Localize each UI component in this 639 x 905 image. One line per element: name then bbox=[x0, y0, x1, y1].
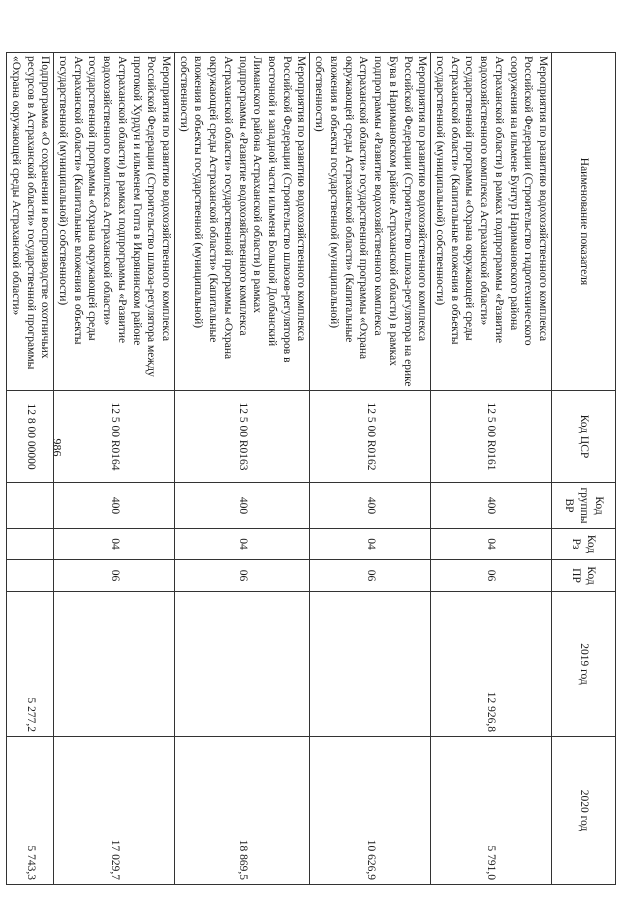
row-2020: 10 626,9 bbox=[310, 737, 431, 885]
row-vr bbox=[7, 483, 54, 529]
row-2020: 5 743,3 bbox=[7, 737, 54, 885]
header-csr: Код ЦСР bbox=[552, 391, 616, 483]
table-row bbox=[7, 53, 54, 885]
row-vr: 400 bbox=[175, 483, 310, 529]
row-pr: 06 bbox=[310, 560, 431, 592]
row-rz: 04 bbox=[175, 529, 310, 560]
header-2020: 2020 год bbox=[552, 737, 616, 885]
row-2020: 17 029,7 bbox=[54, 737, 175, 885]
row-pr bbox=[7, 560, 54, 592]
row-name: Мероприятия по развитию водохозяйственного комплекса Российской Федерации (Строительство шлюза-регулятора на ерике Бува в Наримановском районе Астраханской области) в рамках подпрограммы «Развитие водохозяйственного комплекса Астраханской области» государственной программы «Охрана окружающей среды Астраханской области» (Капитальные вложения в объекты государственной (муниципальной) собственности) bbox=[310, 53, 431, 391]
header-row bbox=[552, 53, 616, 885]
row-name: Мероприятия по развитию водохозяйственного комплекса Российской Федерации (Строительство шлюза-регулятора между протокой Хурдун и ильменем Гопта в Икрянинском районе Астраханской области) в рамках подпрограммы «Развитие водохозяйственного комплекса Астраханской области» государственной программы «Охрана окружающей среды Астраханской области» (Капитальные вложения в объекты государственной (муниципальной) собственности) bbox=[54, 53, 175, 391]
row-csr: 12 5 00 R0164 bbox=[54, 391, 175, 483]
row-name: Мероприятия по развитию водохозяйственного комплекса Российской Федерации (Строительство гидротехнического сооружения на ильмене Бунтур Наримановского района Астраханской области) в рамках подпрограммы «Развитие водохозяйственного комплекса Астраханской области» государственной программы «Охрана окружающей среды Астраханской области» (Капитальные вложения в объекты государственной (муниципальной) собственности) bbox=[431, 53, 552, 391]
row-pr: 06 bbox=[54, 560, 175, 592]
row-2020: 5 791,0 bbox=[431, 737, 552, 885]
row-vr: 400 bbox=[431, 483, 552, 529]
row-2020: 18 869,5 bbox=[175, 737, 310, 885]
header-2019: 2019 год bbox=[552, 592, 616, 737]
row-2019: 5 277,2 bbox=[7, 592, 54, 737]
row-2019 bbox=[310, 592, 431, 737]
row-csr: 12 5 00 R0162 bbox=[310, 391, 431, 483]
header-vr: Код группы ВР bbox=[552, 483, 616, 529]
row-pr: 06 bbox=[175, 560, 310, 592]
header-name: Наименование показателя bbox=[552, 53, 616, 391]
budget-table bbox=[6, 52, 616, 885]
row-pr: 06 bbox=[431, 560, 552, 592]
row-rz: 04 bbox=[54, 529, 175, 560]
row-rz: 04 bbox=[310, 529, 431, 560]
row-2019 bbox=[54, 592, 175, 737]
row-csr: 12 5 00 R0161 bbox=[431, 391, 552, 483]
page-number: 986 bbox=[50, 438, 65, 457]
row-2019: 12 926,8 bbox=[431, 592, 552, 737]
row-vr: 400 bbox=[54, 483, 175, 529]
table-row bbox=[310, 53, 431, 885]
row-csr: 12 8 00 00000 bbox=[7, 391, 54, 483]
row-rz bbox=[7, 529, 54, 560]
row-name: Подпрограмма «О сохранении и воспроизводстве охотничьих ресурсов в Астраханской области» государственной программы «Охрана окружающей среды Астраханской области» bbox=[7, 53, 54, 391]
row-2019 bbox=[175, 592, 310, 737]
row-name: Мероприятия по развитию водохозяйственного комплекса Российской Федерации (Строительство шлюзов-регуляторов в восточной и западной части ильменя Большой Долбанский Лиманского района Астраханской области) в рамках подпрограммы «Развитие водохозяйственного комплекса Астраханской области» государственной программы «Охрана окружающей среды Астраханской области» (Капитальные вложения в объекты государственной (муниципальной) собственности) bbox=[175, 53, 310, 391]
header-pr: Код ПР bbox=[552, 560, 616, 592]
table-row bbox=[175, 53, 310, 885]
row-csr: 12 5 00 R0163 bbox=[175, 391, 310, 483]
row-rz: 04 bbox=[431, 529, 552, 560]
table-row bbox=[431, 53, 552, 885]
header-rz: Код Рз bbox=[552, 529, 616, 560]
table-row bbox=[54, 53, 175, 885]
row-vr: 400 bbox=[310, 483, 431, 529]
